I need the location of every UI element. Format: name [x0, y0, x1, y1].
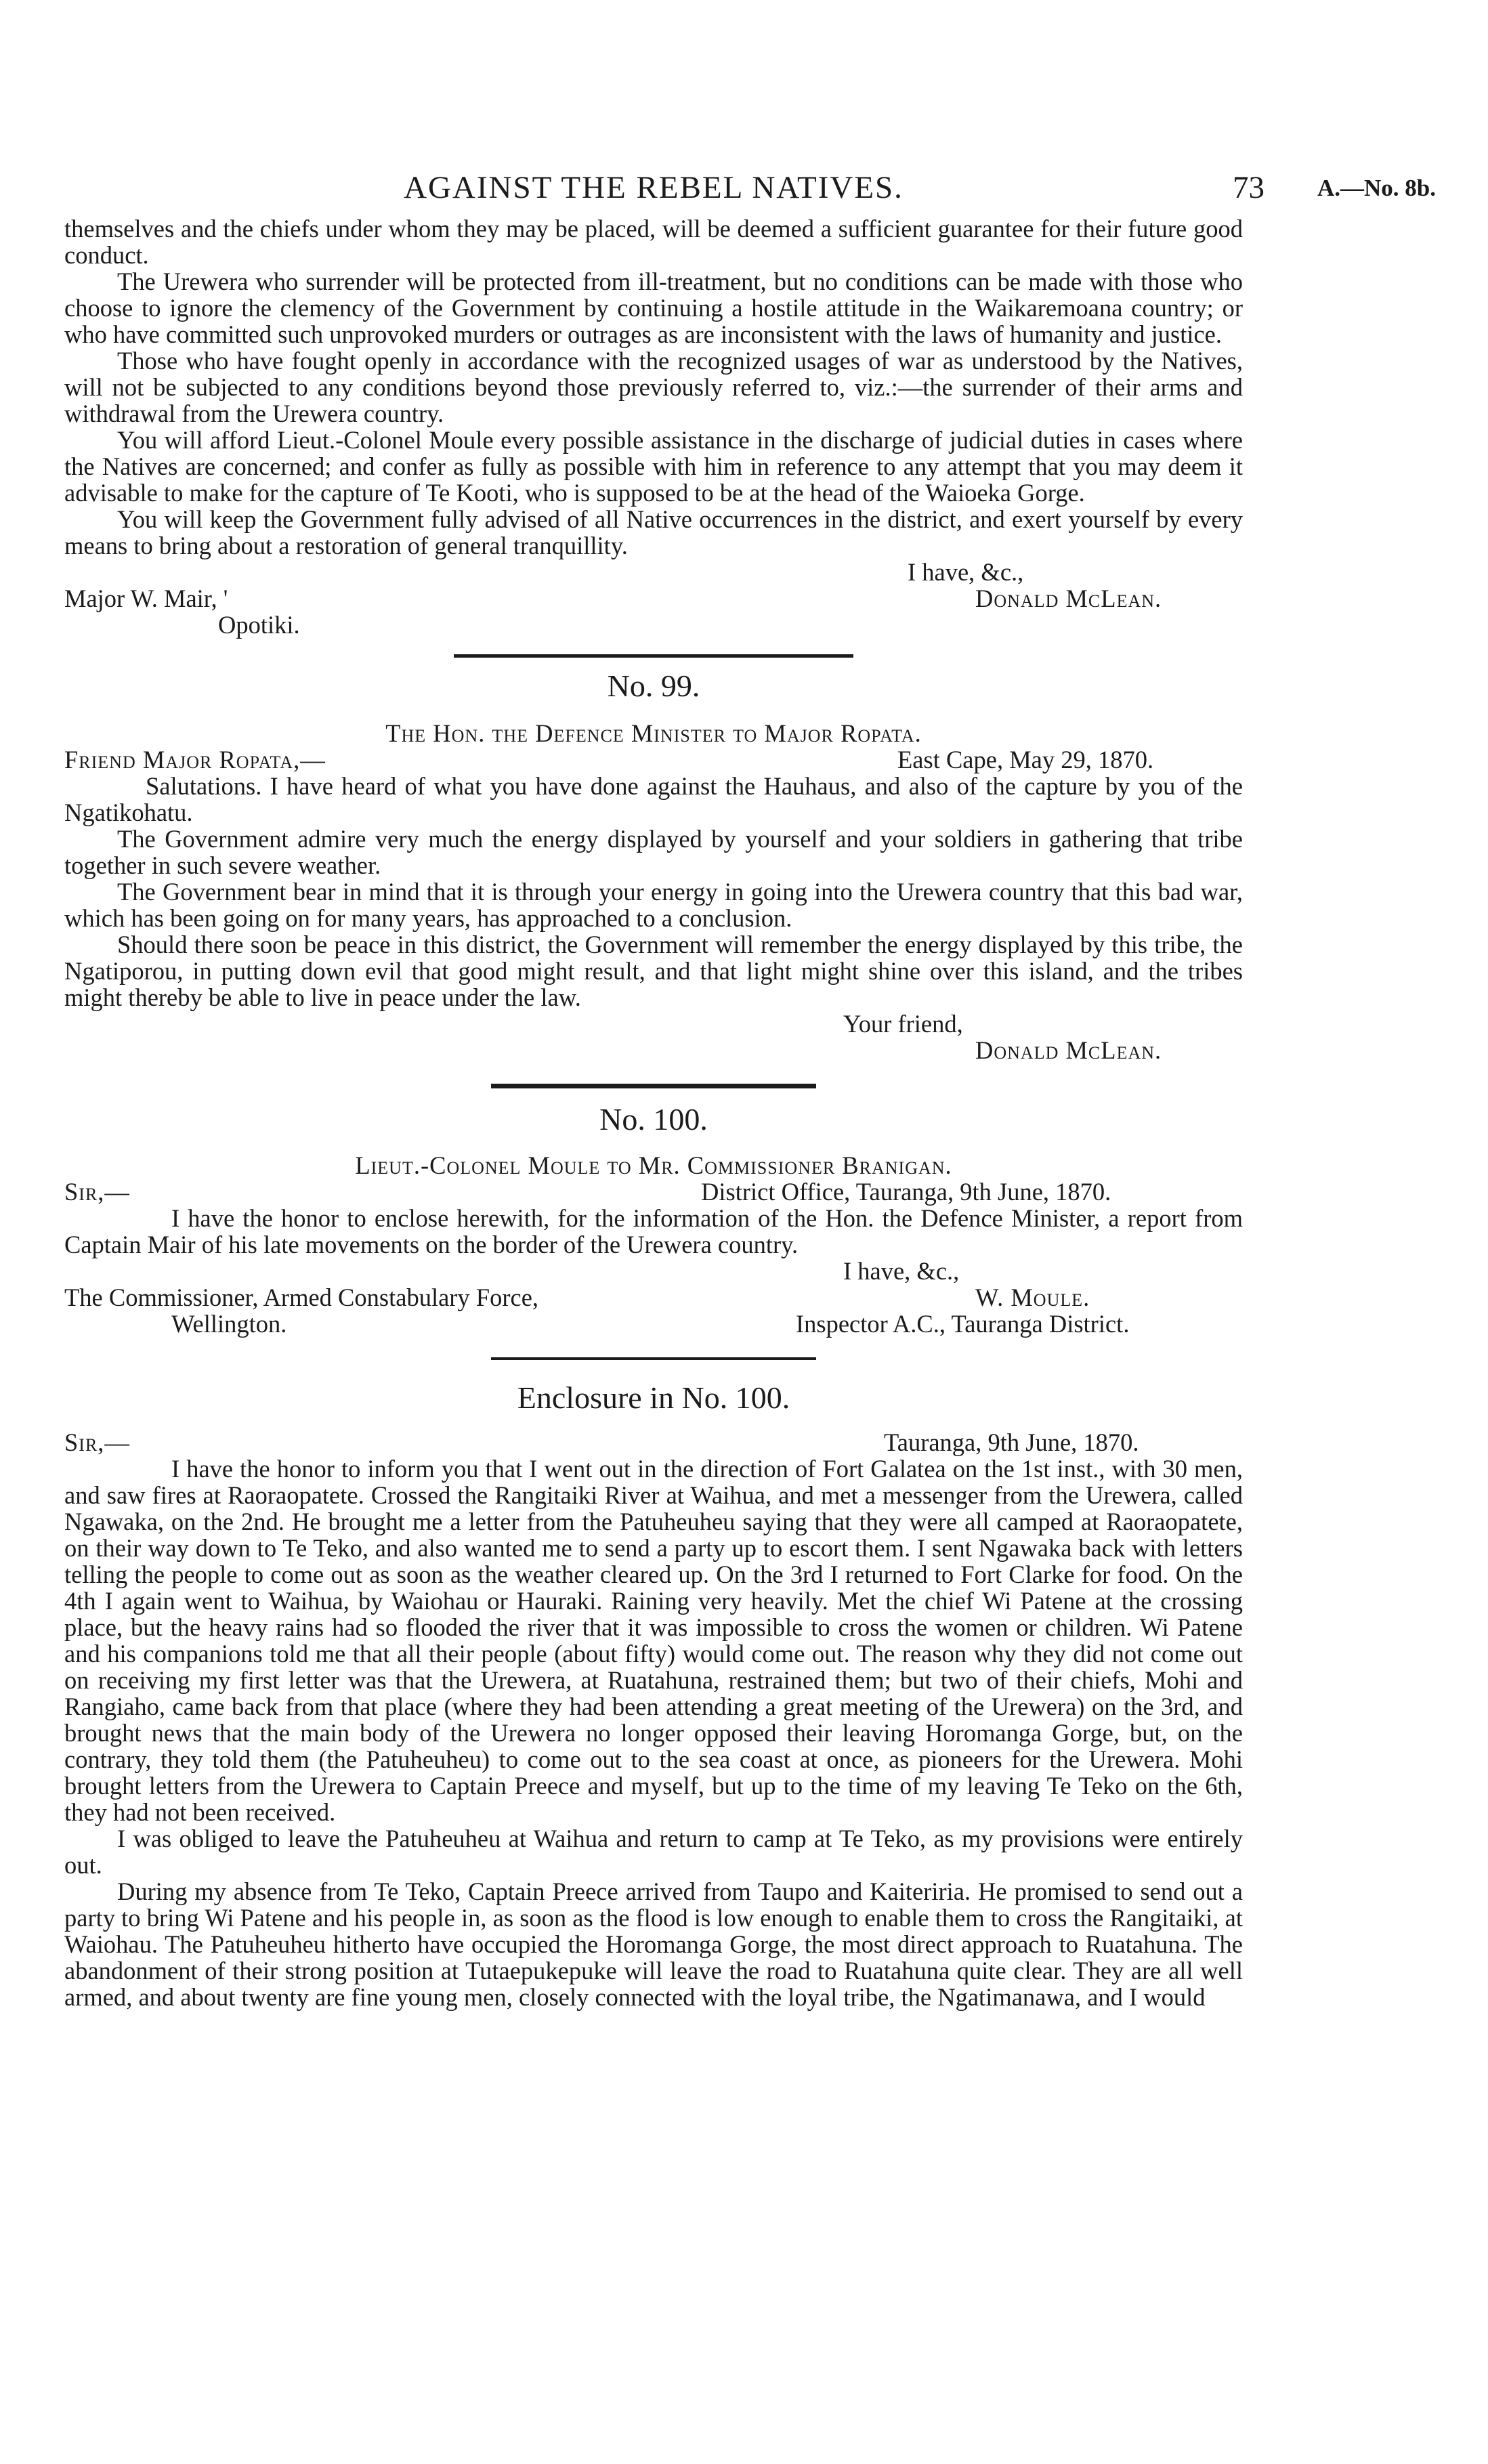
section-subheading: The Hon. the Defence Minister to Major Ropata.: [385, 719, 922, 747]
section-heading: No. 99.: [607, 668, 700, 703]
recipient-line: The Commissioner, Armed Constabulary Force,: [64, 1283, 539, 1311]
salutation: Sir,—: [64, 1178, 130, 1206]
salutation: Sir,—: [64, 1428, 130, 1456]
recipient-row: [64, 1284, 1243, 1311]
section-divider: [491, 1357, 816, 1360]
salutation-row: [64, 746, 1243, 773]
recipient-row: [64, 1311, 1243, 1337]
document-page: [64, 169, 1437, 2011]
letter-no-99: [64, 667, 1243, 1063]
paragraph: You will keep the Government fully advised of all Native occurrences in the district, and exert yourself by every means to bring about a restoration of general tranquillity.: [64, 505, 1243, 559]
paragraph: During my absence from Te Teko, Captain Preece arrived from Taupo and Kaiteriria. He promised to send out a party to bring Wi Patene and his people in, as soon as the flood is low enough to enable them to cross the Rangitaiki, at Waiohau. The Patuheuheu hitherto have occupied the Horomanga Gorge, the most direct approach to Ruatahuna. The abandonment of their strong position at Tutaepukepuke will leave the road to Ruatahuna quite clear. They are all well armed, and about twenty are fine young men, closely connected with the loyal tribe, the Ngatimanawa, and I would: [64, 1877, 1243, 2011]
paragraph: The Urewera who surrender will be protected from ill-treatment, but no conditions can be made with those who choose to ignore the clemency of the Government by continuing a hostile attitude in the Waikaremoana country; or who have committed such unprovoked murders or outrages as are inconsistent with the laws of humanity and justice.: [64, 268, 1243, 348]
signature-row: [64, 1037, 1243, 1063]
section-divider: [491, 1084, 816, 1088]
paragraph: Salutations. I have heard of what you have done against the Hauhaus, and also of the capture by you of the Ngatikohatu.: [64, 772, 1243, 826]
page-header: [64, 169, 1437, 215]
addressee-name: Major W. Mair, ': [64, 585, 228, 612]
document-body: [64, 215, 1243, 2010]
paragraph: I have the honor to inform you that I went out in the direction of Fort Galatea on the 1st inst., with 30 men, and saw fires at Raoraopatete. Crossed the Rangitaiki River at Waihua, and met a messenger from the Urewera, called Ngawaka, on the 2nd. He brought me a letter from the Patuheuheu saying that they were all camped at Raoraopatete, on their way down to Te Teko, and also wanted me to send a party up to escort them. I sent Ngawaka back with letters telling the people to come out as soon as the weather cleared up. On the 3rd I returned to Fort Clarke for food. On the 4th I again went to Waihua, by Waiohau or Hauraki. Raining very heavily. Met the chief Wi Patene at the crossing place, but the heavy rains had so flooded the river that it was impossible to cross the women or children. Wi Patene and his companions told me that all their people (about fifty) would come out. The reason why they did not come out on receiving my first letter was that the Urewera, at Ruatahuna, restrained them; but two of their chiefs, Mohi and Rangiaho, came back from that place (where they had been attending a great meeting of the Urewera) on the 3rd, and brought news that the main body of the Urewera no longer opposed their leaving Horomanga Gorge, but, on the contrary, they told them (the Patuheuheu) to come out to the sea coast at once, as pioneers for the Urewera. Mohi brought letters from the Urewera to Captain Preece and myself, but up to the time of my leaving Te Teko on the 6th, they had not been received.: [64, 1455, 1243, 1826]
letter-continuation: [64, 215, 1243, 638]
paragraph: I was obliged to leave the Patuheuheu at Waihua and return to camp at Te Teko, as my provisions were entirely out.: [64, 1825, 1243, 1879]
signature-title: Inspector A.C., Tauranga District.: [796, 1310, 1130, 1338]
paragraph: I have the honor to enclose herewith, for the information of the Hon. the Defence Minister, a report from Captain Mair of his late movements on the border of the Urewera country.: [64, 1204, 1243, 1258]
running-title: AGAINST THE REBEL NATIVES.: [404, 170, 904, 205]
section-heading: No. 100.: [599, 1102, 708, 1137]
place-date: East Cape, May 29, 1870.: [897, 746, 1154, 773]
paragraph: The Government bear in mind that it is through your energy in going into the Urewera country that this bad war, which has been going on for many years, has approached to a conclusion.: [64, 878, 1243, 932]
recipient-line: Wellington.: [171, 1310, 287, 1338]
paragraph: You will afford Lieut.-Colonel Moule every possible assistance in the discharge of judicial duties in cases where the Natives are concerned; and confer as fully as possible with him in reference to any attempt that you may deem it advisable to make for the capture of Te Kooti, who is supposed to be at the head of the Waioeka Gorge.: [64, 426, 1243, 507]
closing-row: [64, 1258, 1243, 1284]
signature: Donald McLean.: [975, 1036, 1162, 1064]
salutation-row: [64, 1429, 1243, 1456]
closing: I have, &c.,: [843, 1257, 960, 1285]
letter-no-100: [64, 1101, 1243, 1337]
place-date: District Office, Tauranga, 9th June, 1870.: [701, 1178, 1111, 1206]
salutation-row: [64, 1178, 1243, 1205]
closing: I have, &c.,: [908, 558, 1024, 586]
paragraph: Those who have fought openly in accordance with the recognized usages of war as understood by the Natives, will not be subjected to any conditions beyond those previously referred to, viz.:—the surrender of their arms and withdrawal from the Urewera country.: [64, 347, 1243, 427]
enclosure-no-100: [64, 1379, 1243, 2010]
document-reference: A.—No. 8b.: [1317, 175, 1437, 201]
signature: Donald McLean.: [975, 585, 1162, 612]
closing: Your friend,: [843, 1010, 963, 1038]
addressee-place: Opotiki.: [218, 611, 300, 639]
closing-row: [64, 559, 1243, 585]
place-date: Tauranga, 9th June, 1870.: [884, 1428, 1139, 1456]
paragraph: themselves and the chiefs under whom they may be placed, will be deemed a sufficient guarantee for their future good conduct.: [64, 215, 1243, 269]
section-subheading: Lieut.-Colonel Moule to Mr. Commissioner Branigan.: [355, 1151, 952, 1179]
section-divider: [454, 654, 853, 658]
signature-row: [64, 585, 1243, 612]
signature: W. Moule.: [975, 1283, 1090, 1311]
paragraph: Should there soon be peace in this district, the Government will remember the energy displayed by this tribe, the Ngatiporou, in putting down evil that good might result, and that light might shine over this island, and the tribes might thereby be able to live in peace under the law.: [64, 931, 1243, 1011]
section-heading: Enclosure in No. 100.: [517, 1380, 790, 1415]
addressee-place-row: [64, 612, 1243, 638]
page-number: 73: [1233, 170, 1264, 205]
salutation: Friend Major Ropata,—: [64, 746, 326, 773]
closing-row: [64, 1011, 1243, 1037]
paragraph: The Government admire very much the energy displayed by yourself and your soldiers in gathering that tribe together in such severe weather.: [64, 825, 1243, 879]
